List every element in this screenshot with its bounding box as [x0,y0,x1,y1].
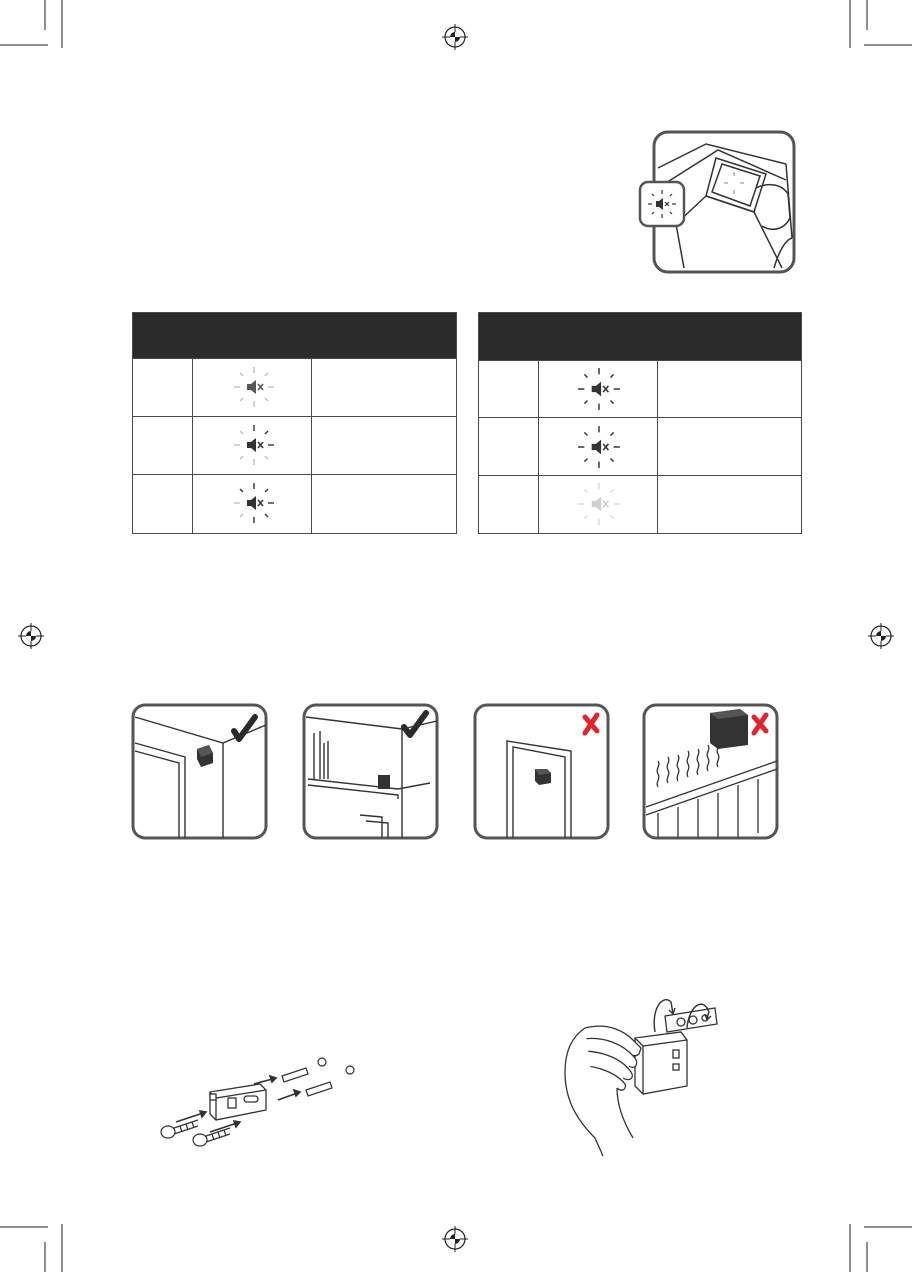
mounting-bracket-screws-illustration [150,1050,370,1150]
speaker-mute-icon [232,365,276,409]
column-divider [311,358,312,533]
column-divider [657,360,658,533]
device-mute-button-illustration [636,128,798,276]
speaker-mute-icon [576,424,622,470]
speaker-mute-icon [576,366,622,412]
table-row [479,475,801,533]
table-header [133,313,456,358]
crosshair-registration-icon [868,623,894,649]
table-header [479,313,801,360]
table-row [479,360,801,418]
placement-ceiling-corner-correct [131,703,268,840]
indicator-table-left [132,312,457,534]
table-row [133,358,456,417]
column-divider [192,358,193,533]
speaker-mute-icon [576,481,622,527]
table-row [133,416,456,475]
placement-door-frame-incorrect [473,703,610,840]
indicator-table-right [478,312,802,534]
column-divider [538,360,539,533]
table-row [479,417,801,476]
table-row [133,474,456,533]
crosshair-registration-icon [18,623,44,649]
speaker-mute-icon [232,481,276,525]
speaker-mute-icon [232,423,276,467]
placement-shelf-correct [302,703,439,840]
placement-above-radiator-incorrect [642,703,779,840]
crosshair-registration-icon [442,1226,468,1252]
attach-device-to-bracket-illustration [555,988,730,1158]
crosshair-registration-icon [442,24,468,50]
